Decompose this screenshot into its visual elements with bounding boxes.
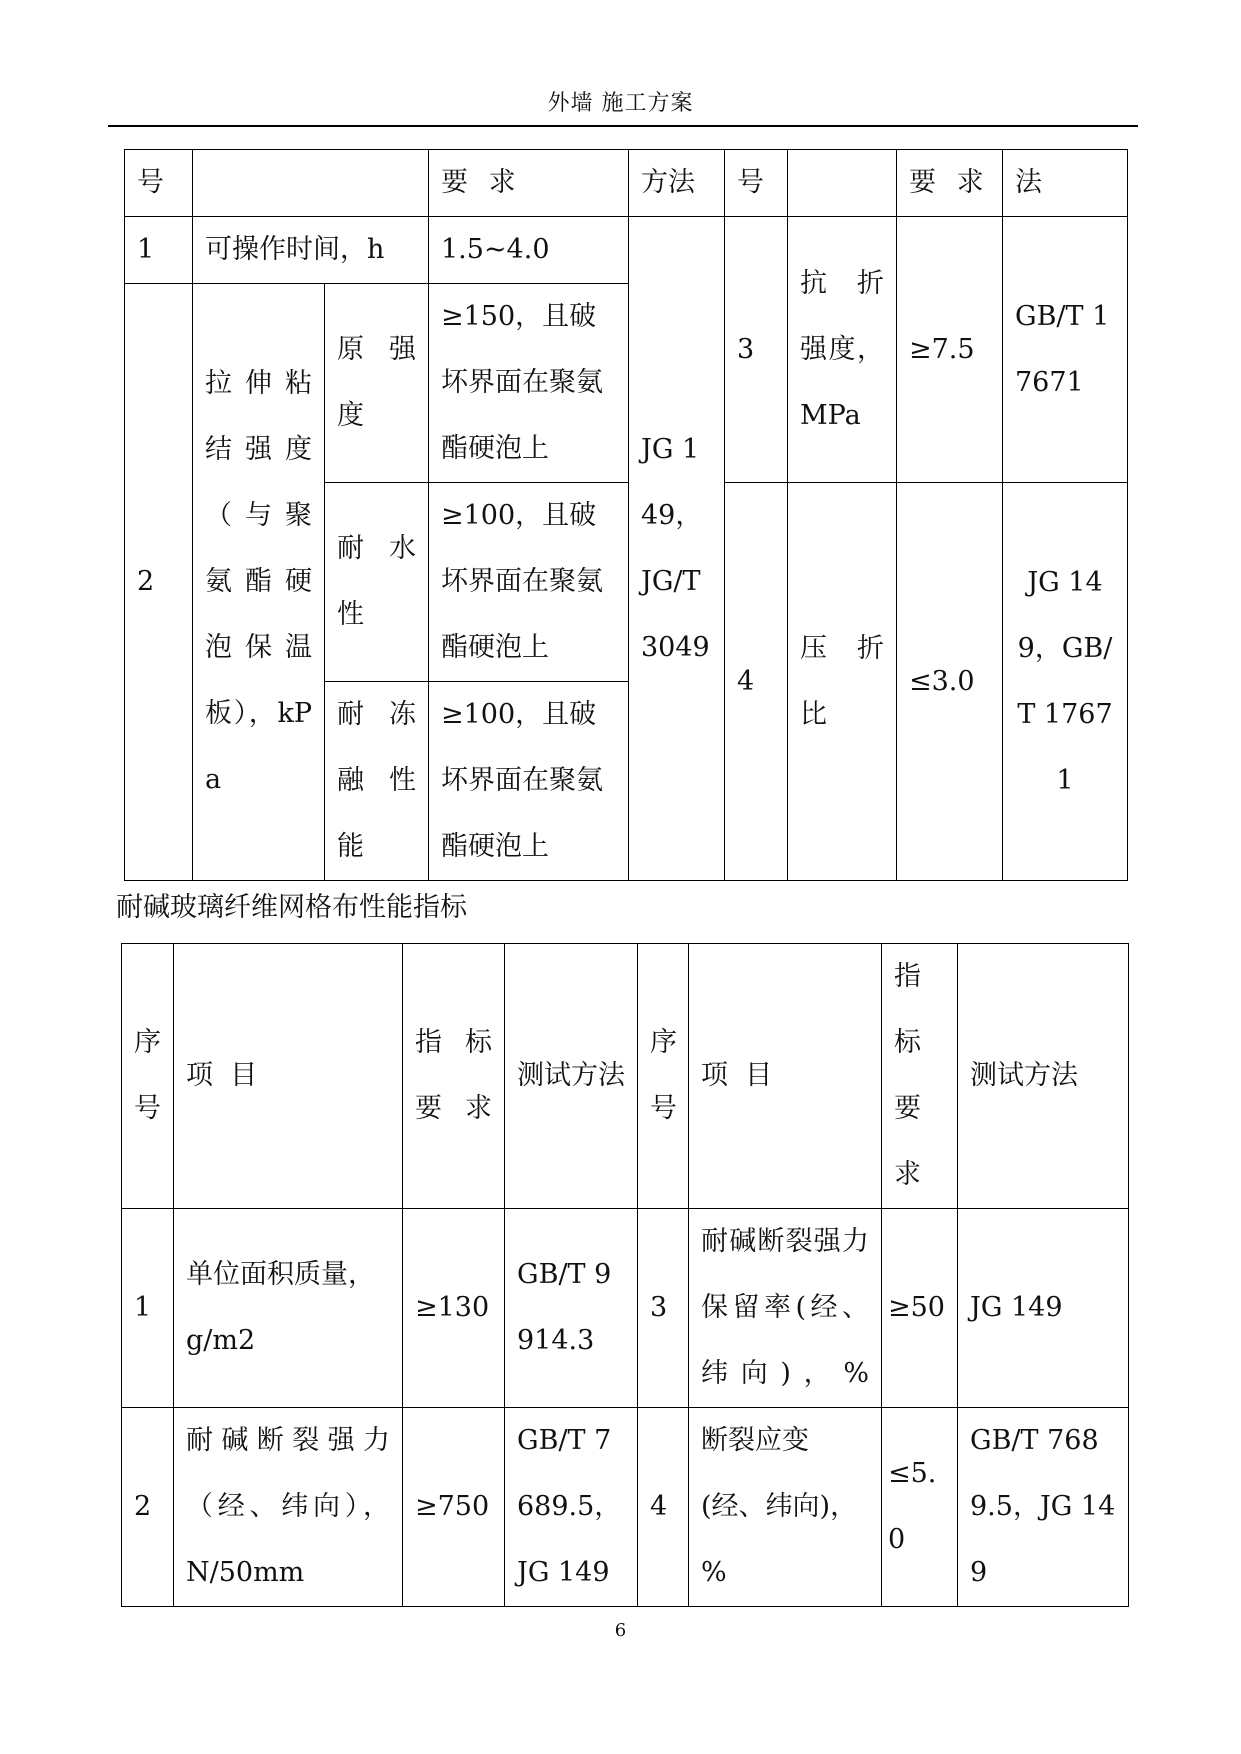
table-row — [125, 217, 1128, 284]
table1-head-method: 方法 — [629, 150, 725, 217]
table2-head-item2: 项 目 — [689, 944, 882, 1209]
t2-row2-req: ≥750 — [403, 1408, 505, 1607]
table1-head-method2: 法 — [1003, 150, 1128, 217]
t2-row1-req: ≥130 — [403, 1209, 505, 1408]
t2-row1-req2: ≥50 — [882, 1209, 958, 1408]
t2-row1-no2: 3 — [638, 1209, 689, 1408]
row2-req3: ≥100，且破坏界面在聚氨酯硬泡上 — [429, 682, 629, 881]
table2-head-no2: 序号 — [638, 944, 689, 1209]
row2-req1: ≥150，且破坏界面在聚氨酯硬泡上 — [429, 284, 629, 483]
row2-item: 拉伸粘结强度（与聚氨酯硬泡保温板），kPa — [193, 284, 325, 881]
row2-no: 2 — [125, 284, 193, 881]
table1-head-req: 要 求 — [429, 150, 629, 217]
t2-row2-method2: GB/T 7689.5，JG 149 — [958, 1408, 1129, 1607]
row2-req2: ≥100，且破坏界面在聚氨酯硬泡上 — [429, 483, 629, 682]
row4-method: JG 149，GB/T 17671 — [1003, 483, 1128, 881]
table2-header-row — [122, 944, 1129, 1209]
t2-row1-item2: 耐碱断裂强力保留率(经、纬向)，% — [689, 1209, 882, 1408]
t2-row1-item: 单位面积质量，g/m2 — [174, 1209, 403, 1408]
t2-row2-no2: 4 — [638, 1408, 689, 1607]
t2-row2-method: GB/T 7689.5，JG 149 — [505, 1408, 638, 1607]
table-row — [122, 1209, 1129, 1408]
row1-item: 可操作时间，h — [193, 217, 429, 284]
table1-head-item — [193, 150, 429, 217]
table2-head-method2: 测试方法 — [958, 944, 1129, 1209]
table1-header-row — [125, 150, 1128, 217]
t2-row1-no: 1 — [122, 1209, 174, 1408]
table2-head-method: 测试方法 — [505, 944, 638, 1209]
t2-row2-no: 2 — [122, 1408, 174, 1607]
page-number: 6 — [614, 1620, 627, 1641]
table2-head-req: 指标要求 — [403, 944, 505, 1209]
row1-no: 1 — [125, 217, 193, 284]
t2-row1-method: GB/T 9914.3 — [505, 1209, 638, 1408]
row2-sub3: 耐冻融性能 — [325, 682, 429, 881]
mortar-performance-table — [124, 149, 1128, 881]
table1-head-req2: 要 求 — [897, 150, 1003, 217]
table-row — [122, 1408, 1129, 1607]
t2-row2-item2: 断裂应变(经、纬向)，% — [689, 1408, 882, 1607]
mesh-performance-table — [121, 943, 1129, 1607]
table1-head-item2 — [788, 150, 897, 217]
row3-no: 3 — [725, 217, 788, 483]
row4-req: ≤3.0 — [897, 483, 1003, 881]
row4-no: 4 — [725, 483, 788, 881]
header-rule — [108, 125, 1138, 127]
table1-head-no: 号 — [125, 150, 193, 217]
row3-method: GB/T 17671 — [1003, 217, 1128, 483]
t2-row2-req2: ≤5.0 — [882, 1408, 958, 1607]
row1-req: 1.5~4.0 — [429, 217, 629, 284]
shared-method: JG 149，JG/T 3049 — [629, 217, 725, 881]
row4-item: 压 折 比 — [788, 483, 897, 881]
row2-sub2: 耐水性 — [325, 483, 429, 682]
table2-head-item: 项 目 — [174, 944, 403, 1209]
t2-row2-item: 耐碱断裂强力（经、纬向），N/50mm — [174, 1408, 403, 1607]
t2-row1-method2: JG 149 — [958, 1209, 1129, 1408]
page-header: 外墙 施工方案 — [547, 91, 694, 116]
table2-head-no: 序号 — [122, 944, 174, 1209]
table2-head-req2: 指标要求 — [882, 944, 958, 1209]
row3-item: 抗 折 强度，MPa — [788, 217, 897, 483]
table2-caption: 耐碱玻璃纤维网格布性能指标 — [116, 892, 467, 923]
row2-sub1: 原强度 — [325, 284, 429, 483]
row3-req: ≥7.5 — [897, 217, 1003, 483]
table1-head-no2: 号 — [725, 150, 788, 217]
